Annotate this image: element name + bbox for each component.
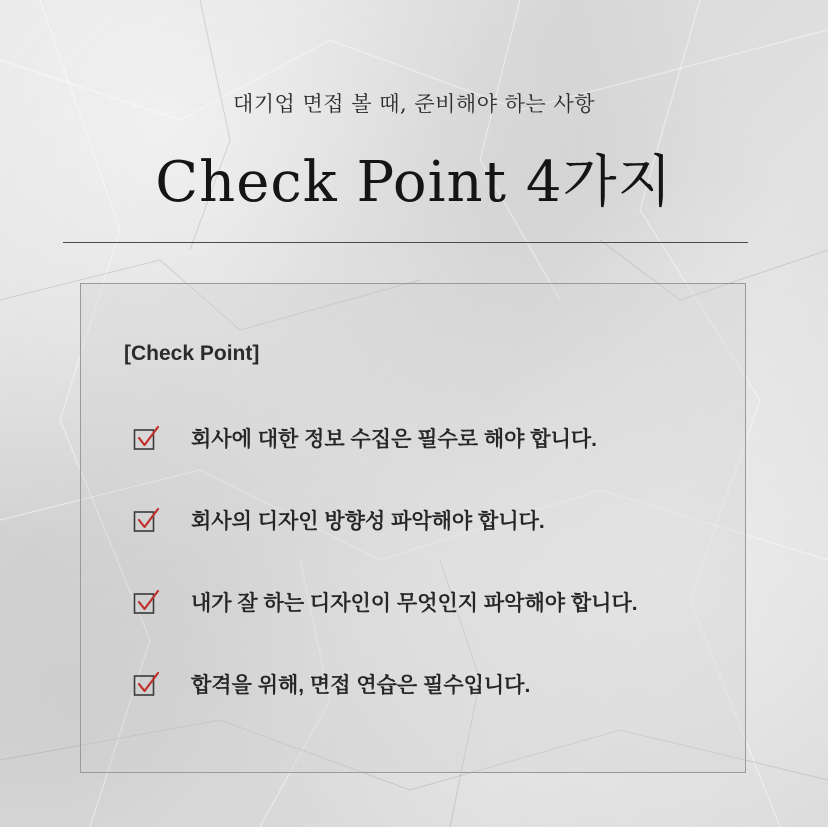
checkpoint-card (80, 283, 746, 773)
checklist-item (133, 670, 530, 698)
checkbox-checked-icon (133, 425, 161, 451)
page-title: Check Point 4가지 (155, 150, 673, 215)
checklist-item (133, 424, 597, 452)
checklist-item-text: 내가 잘 하는 디자인이 무엇인지 파악해야 합니다. (191, 592, 638, 615)
checkbox-checked-icon (133, 671, 161, 697)
card-heading: [Check Point] (124, 342, 260, 365)
title-divider (63, 242, 748, 243)
page-subtitle: 대기업 면접 볼 때, 준비해야 하는 사항 (232, 92, 596, 116)
checklist-item (133, 506, 545, 534)
checklist-item-text: 합격을 위해, 면접 연습은 필수입니다. (191, 674, 531, 697)
checkbox-checked-icon (133, 589, 161, 615)
checklist-item-text: 회사의 디자인 방향성 파악해야 합니다. (191, 510, 545, 533)
checklist-item-text: 회사에 대한 정보 수집은 필수로 해야 합니다. (191, 428, 597, 451)
checklist-item (133, 588, 638, 616)
checkbox-checked-icon (133, 507, 161, 533)
